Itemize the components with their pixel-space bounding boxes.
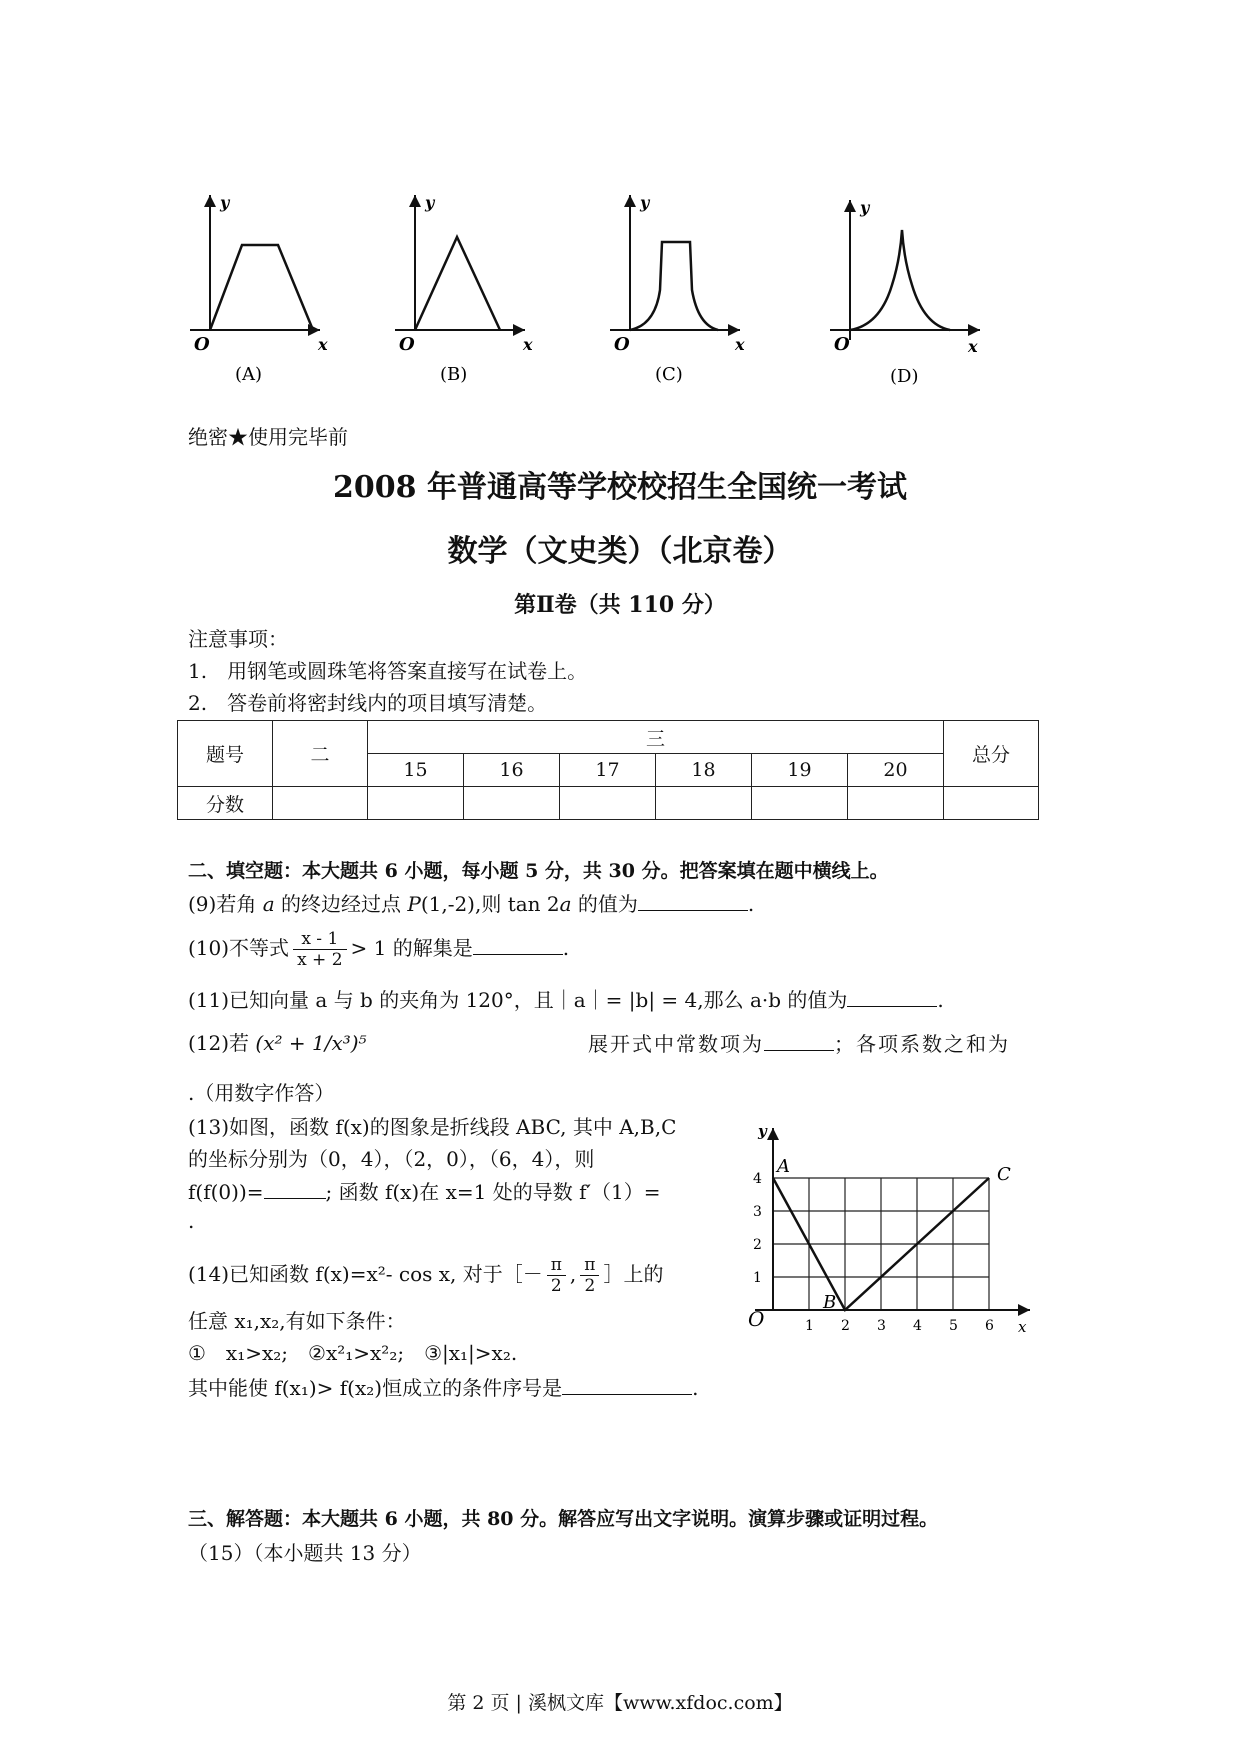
question-12: (12)若 (x² + 1/x³)⁵ 展开式中常数项为 ；各项系数之和为: [188, 1031, 1010, 1056]
svg-text:x: x: [523, 335, 533, 354]
page-footer: 第 2 页 | 溪枫文库【www.xfdoc.com】: [447, 1692, 793, 1714]
svg-text:y: y: [860, 198, 870, 217]
table-sub-header: 20: [848, 754, 944, 787]
origin-label: O: [748, 1307, 765, 1331]
x-tick-label: 3: [877, 1318, 886, 1334]
graph-c: [610, 193, 745, 385]
grid: [773, 1178, 989, 1310]
y-tick-label: 2: [753, 1237, 762, 1253]
x-tick-label: 6: [985, 1318, 994, 1334]
table-sub-header: 15: [368, 754, 464, 787]
y-axis-label: y: [758, 1122, 767, 1140]
point-a-label: A: [777, 1156, 790, 1177]
svg-text:y: y: [640, 193, 650, 212]
table-sub-header: 16: [464, 754, 560, 787]
graph-q13: [740, 1120, 1040, 1340]
fraction: $\frac{x - 1}{x + 2}$: [293, 929, 346, 970]
table-sub-header: 19: [752, 754, 848, 787]
score-cell[interactable]: [848, 787, 944, 820]
svg-text:(B): (B): [440, 364, 468, 385]
score-cell[interactable]: [368, 787, 464, 820]
section3-heading: 三、解答题：本大题共 6 小题，共 80 分。解答应写出文字说明。演算步骤或证明过程。: [188, 1508, 939, 1530]
note-item: 1. 用钢笔或圆珠笔将答案直接写在试卷上。: [188, 659, 588, 683]
svg-text:y: y: [425, 193, 435, 212]
score-cell[interactable]: [752, 787, 848, 820]
question-13-line1: (13)如图，函数 f(x)的图象是折线段 ABC, 其中 A,B,C: [188, 1115, 677, 1139]
y-tick-label: 1: [753, 1270, 762, 1286]
fraction: $\frac{\pi}{2}$: [580, 1255, 599, 1296]
svg-text:(A): (A): [235, 364, 263, 385]
fraction: $\frac{\pi}{2}$: [547, 1255, 566, 1296]
svg-text:y: y: [220, 193, 230, 212]
answer-blank[interactable]: [638, 890, 748, 911]
question-14-line3: ① x₁>x₂; ②x²₁>x²₂; ③|x₁|>x₂.: [188, 1341, 518, 1365]
point-c-label: C: [997, 1164, 1011, 1185]
secret-mark: 绝密★使用完毕前: [188, 425, 348, 449]
x-tick-label: 4: [913, 1318, 922, 1334]
score-cell[interactable]: [560, 787, 656, 820]
exam-subtitle: 数学（文史类）（北京卷）: [447, 534, 793, 569]
svg-text:x: x: [735, 335, 745, 354]
section2-heading: 二、填空题：本大题共 6 小题，每小题 5 分，共 30 分。把答案填在题中横线上。: [188, 860, 889, 882]
svg-text:(D): (D): [890, 366, 919, 387]
answer-blank[interactable]: [562, 1374, 692, 1395]
score-cell[interactable]: [944, 787, 1039, 820]
question-14-line2: 任意 x₁,x₂,有如下条件：: [188, 1309, 406, 1333]
question-9: (9)若角 a 的终边经过点 P(1,-2),则 tan 2a 的值为 .: [188, 892, 755, 916]
table-row-score-label: 分数: [178, 787, 273, 820]
answer-blank[interactable]: [764, 1030, 834, 1051]
question-14-line1: (14)已知函数 f(x)=x²- cos x, 对于［－ $\frac{\pi}{2}$ , $\frac{\pi}{2}$ ］上的: [188, 1255, 664, 1296]
question-13-line3: f(f(0))= ; 函数 f(x)在 x=1 处的导数 f′（1）=: [188, 1180, 661, 1204]
exam-title: 2008 年普通高等学校校招生全国统一考试: [333, 470, 907, 505]
question-12-note: .（用数字作答）: [188, 1081, 335, 1105]
top-graphs: [180, 190, 1060, 390]
question-14-line4: 其中能使 f(x₁)> f(x₂)恒成立的条件序号是 .: [188, 1376, 699, 1400]
answer-blank[interactable]: [847, 986, 937, 1007]
x-tick-label: 5: [949, 1318, 958, 1334]
x-axis-label: x: [1018, 1318, 1027, 1336]
score-cell[interactable]: [273, 787, 368, 820]
table-header-total: 总分: [944, 721, 1039, 787]
table-sub-header: 17: [560, 754, 656, 787]
x-tick-label: 2: [841, 1318, 850, 1334]
x-tick-label: 1: [805, 1318, 814, 1334]
answer-blank[interactable]: [473, 934, 563, 955]
table-header-three: 三: [368, 721, 944, 754]
score-cell[interactable]: [656, 787, 752, 820]
graph-a: [190, 193, 328, 385]
svg-text:O: O: [399, 334, 415, 355]
score-table: [177, 720, 1039, 820]
svg-text:O: O: [834, 334, 850, 355]
table-header-two: 二: [273, 721, 368, 787]
note-item: 2. 答卷前将密封线内的项目填写清楚。: [188, 691, 548, 715]
graph-d: [830, 198, 980, 387]
svg-text:O: O: [614, 334, 630, 355]
notes-heading: 注意事项：: [188, 627, 288, 651]
score-cell[interactable]: [464, 787, 560, 820]
question-15: （15）（本小题共 13 分）: [188, 1541, 422, 1565]
answer-blank[interactable]: [264, 1178, 326, 1199]
svg-text:x: x: [968, 337, 978, 356]
y-tick-label: 4: [753, 1171, 762, 1187]
y-tick-label: 3: [753, 1204, 762, 1220]
svg-text:x: x: [318, 335, 328, 354]
table-header-title: 题号: [178, 721, 273, 787]
question-11: (11)已知向量 a 与 b 的夹角为 120°，且｜a｜= |b| = 4,那么 a·b 的值为 .: [188, 988, 944, 1012]
question-10: (10)不等式 $\frac{x - 1}{x + 2}$ > 1 的解集是 .: [188, 929, 570, 970]
svg-text:O: O: [194, 334, 210, 355]
svg-text:(C): (C): [655, 364, 683, 385]
volume-label: 第Ⅱ卷（共 110 分）: [514, 592, 726, 618]
table-sub-header: 18: [656, 754, 752, 787]
point-b-label: B: [823, 1292, 837, 1313]
graph-b: [395, 193, 533, 385]
question-13-line2: 的坐标分别为（0，4），（2，0），（6，4），则: [188, 1147, 595, 1171]
question-13-line4: .: [188, 1209, 195, 1233]
